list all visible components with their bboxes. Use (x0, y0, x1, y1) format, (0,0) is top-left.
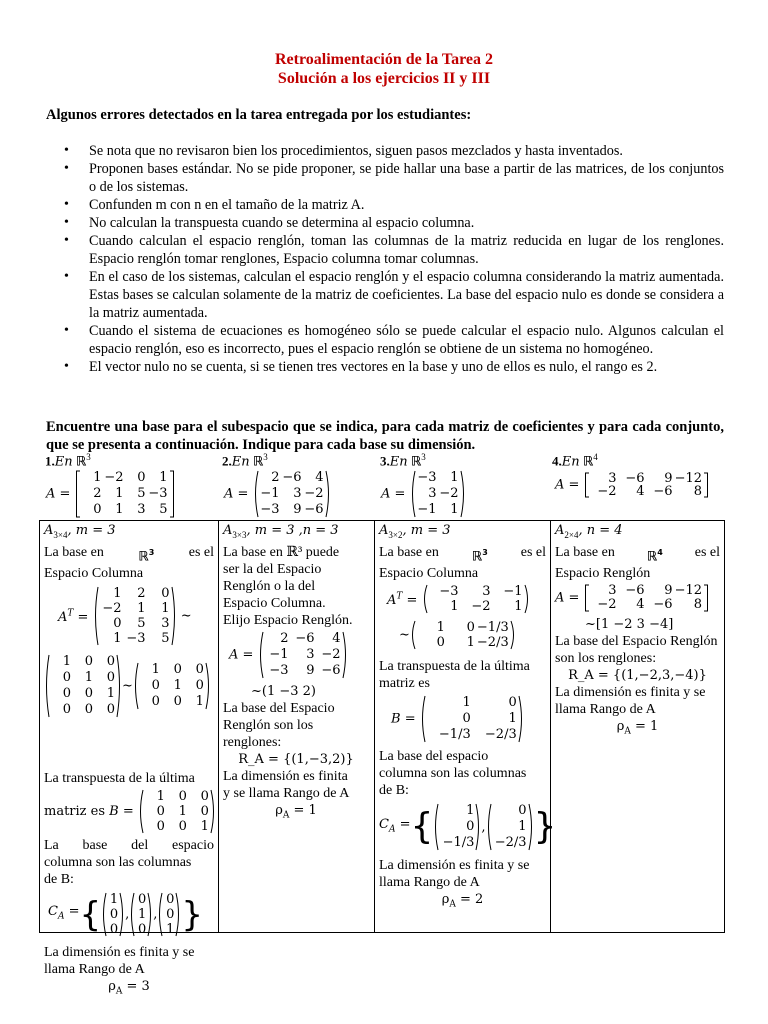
transpose-text: La transpuesta de la última (44, 771, 195, 787)
reduced-matrix (133, 662, 211, 710)
problem-1-header: 1.En ℝ$^3$ (45, 452, 91, 470)
text-line: La base del espacio (379, 749, 489, 765)
matrix-entry: 1 (200, 819, 209, 835)
solutions-table (39, 520, 725, 997)
matrix-entry: 0 (151, 678, 160, 694)
col4-matrix (555, 582, 720, 616)
matrix-entry: 0 (84, 654, 93, 670)
matrix-entry: −6 (625, 583, 645, 599)
solution-column-4 (555, 521, 720, 741)
matrix-entry: 1 (514, 599, 523, 615)
equiv-sign: ~ (399, 627, 410, 643)
problem-matrix-1 (75, 470, 175, 518)
matrix-entry: 4 (315, 470, 324, 485)
transpose-label: $A^T$ = (58, 608, 93, 626)
matrix-entry: 1 (466, 803, 475, 819)
transpose-label: $A^T$ = (387, 591, 422, 609)
matrix-entry: 1 (159, 470, 168, 485)
matrix-body (264, 631, 342, 679)
matrix-entry: 0 (62, 670, 71, 686)
base-intro-line2: Espacio Columna (379, 566, 479, 582)
matrix-body (81, 470, 169, 518)
dimension-text: La dimensión es finita (223, 768, 348, 784)
problem-matrix-3 (410, 470, 466, 518)
matrix-entry: 0 (173, 694, 182, 710)
matrix-entry: 5 (137, 486, 146, 501)
rank-name: llama Rango de A (44, 962, 145, 978)
matrix-entry: 1 (113, 586, 122, 602)
rank-value: $\rho_A = 2$ (441, 892, 484, 910)
col2-matrix (223, 629, 369, 683)
text-line: Espacio Columna. (223, 595, 326, 611)
comma: , (481, 819, 486, 835)
rank-value: $\rho_A = 3$ (108, 979, 150, 997)
matrix-entry: 8 (693, 597, 702, 613)
matrix-entry: −2 (597, 484, 617, 499)
matrix-entry: 0 (200, 804, 209, 820)
matrix-entry: 1 (462, 695, 471, 711)
matrix-entry: −1 (503, 584, 523, 600)
matrix-label: A = (555, 477, 584, 493)
matrix-body (492, 803, 528, 851)
matrix-entry: −3 (269, 662, 289, 678)
matrix-entry: 0 (106, 670, 115, 686)
matrix-entry: −2 (104, 470, 124, 485)
matrix-body (590, 472, 703, 498)
matrix-entry: 0 (84, 686, 93, 702)
bracket (460, 470, 466, 518)
error-item-1: • Se nota que no revisaron bien los procedimientos, siguen pasos mezclados y hasta inventados. (46, 142, 724, 160)
matrix-body (107, 892, 119, 937)
matrix-entry: 3 (137, 502, 146, 517)
problem-2-header: 2.En ℝ$^3$ (222, 452, 268, 470)
matrix-entry: 0 (166, 907, 175, 923)
matrix-entry: 0 (161, 586, 170, 602)
bracket (342, 631, 348, 679)
matrix-entry: −12 (674, 471, 702, 486)
matrix-entry: 0 (178, 819, 187, 835)
matrix-entry: 0 (156, 804, 165, 820)
matrix-entry: 2 (137, 586, 146, 602)
matrix-label: A = (229, 647, 258, 663)
matrix-entry: −6 (653, 597, 673, 613)
matrix-entry: 5 (159, 502, 168, 517)
matrix-entry: 1 (137, 907, 147, 923)
size-label: $A_{3\times 3}$, m = 3 ,n = 3 (223, 523, 339, 540)
text-line: Renglón o la del (223, 578, 316, 594)
error-item-7: • Cuando el sistema de ecuaciones es homogéneo sólo se puede calcular el espacio nulo. Algunos calculan el espacio renglón, eso es incorrecto, pues el espacio renglón se obtiene de un sistema no homogéneo. (46, 322, 724, 358)
matrix-entry: 0 (106, 702, 115, 718)
basis-set (79, 892, 203, 937)
matrix-entry: −1 (269, 646, 289, 662)
matrix-entry: −2 (321, 646, 341, 662)
transpose-matrix (93, 586, 177, 646)
rank-value: $\rho_A = 1$ (616, 719, 659, 737)
matrix-entry: 1 (178, 804, 187, 820)
matrix-entry: 0 (106, 654, 115, 670)
matrix-entry: 4 (332, 630, 341, 646)
basis-vector (433, 803, 481, 851)
base-intro: La base en ℝ$^3$ es el (379, 544, 546, 565)
bracket (518, 695, 524, 743)
problem-4-matrix (555, 472, 709, 498)
matrix-entry: 3 (428, 486, 437, 501)
text-line: de B: (379, 783, 409, 799)
matrix-entry: 3 (608, 583, 617, 599)
matrix-entry: 1 (62, 654, 71, 670)
text-line: Renglón son los (223, 717, 314, 733)
B-matrix (420, 695, 524, 743)
column-divider (374, 521, 375, 932)
comma: , (153, 907, 158, 923)
solution-column-2 (223, 521, 369, 824)
matrix-entry: 1 (195, 694, 204, 710)
brace: } (181, 894, 204, 935)
matrix-entry: −6 (304, 502, 324, 517)
rank-name: llama Rango de A (555, 702, 656, 718)
A-matrix (584, 584, 709, 612)
matrix-entry: 1 (115, 502, 124, 517)
error-item-6: • En el caso de los sistemas, calculan el espacio renglón y el espacio columna considerando la matriz aumentada. Estas bases se calculan solamente de la matriz de coeficientes. La base del espacio nulo es donde se considera a la matriz aumentada. (46, 268, 724, 322)
matrix-entry: 1 (466, 635, 475, 651)
transpose-text: La transpuesta de la última (379, 659, 530, 675)
problem-matrix-4 (584, 472, 709, 498)
matrix-body (163, 892, 175, 937)
brace: { (79, 894, 102, 935)
comma: , (125, 907, 130, 923)
matrix-entry: 0 (195, 678, 204, 694)
row-basis: R_A = {(1,−3,2)} (238, 751, 354, 767)
matrix-entry: 2 (93, 486, 102, 501)
matrix-entry: 0 (195, 662, 204, 678)
base-intro-line2: Espacio Renglón (555, 566, 651, 582)
matrix-entry: 1 (151, 662, 160, 678)
matrix-body (139, 662, 205, 710)
text-line: renglones: (223, 734, 282, 750)
matrix-entry: 1 (508, 711, 517, 727)
matrix-entry: 3 (161, 616, 170, 632)
bracket (703, 472, 709, 498)
matrix-entry: 3 (293, 486, 302, 501)
matrix-body (99, 586, 171, 646)
matrix-entry: 0 (178, 789, 187, 805)
error-item-4: • No calculan la transpuesta cuando se determina al espacio columna. (46, 214, 724, 232)
bracket (524, 584, 530, 614)
matrix-body (428, 584, 524, 614)
matrix-entry: −2 (597, 597, 617, 613)
matrix-entry: −3 (148, 486, 168, 501)
matrix-entry: 9 (664, 471, 673, 486)
matrix-entry: 9 (293, 502, 302, 517)
matrix-entry: 2 (280, 630, 289, 646)
matrix-entry: 1 (106, 686, 115, 702)
text-line: La base del Espacio Renglón (555, 634, 718, 650)
bracket (703, 584, 709, 612)
bracket (510, 620, 516, 650)
matrix-entry: 9 (664, 583, 673, 599)
matrix-entry: 0 (151, 694, 160, 710)
matrix-entry: 0 (137, 922, 147, 938)
problem-2-matrix (224, 470, 331, 518)
matrix-entry: −1 (260, 486, 280, 501)
matrix-entry: 1 (161, 601, 170, 617)
matrix-body (426, 695, 518, 743)
matrix-entry: −3 (126, 631, 146, 647)
matrix-label: A = (381, 486, 410, 502)
reduced-matrix (44, 654, 122, 718)
matrix-entry: 1 (156, 789, 165, 805)
size-label: $A_{3\times 4}$, m = 3 (44, 523, 116, 540)
matrix-entry: 1 (84, 670, 93, 686)
matrix-entry: 0 (508, 695, 517, 711)
matrix-entry: 1 (137, 601, 146, 617)
text-line: columna son las columnas (379, 766, 527, 782)
matrix-body (416, 470, 460, 518)
matrix-entry: 0 (166, 892, 175, 908)
matrix-entry: −6 (282, 470, 302, 485)
matrix-entry: 0 (200, 789, 209, 805)
text-line: son los renglones: (555, 651, 657, 667)
basis-vector (486, 803, 534, 851)
col3-B (379, 692, 546, 748)
matrix-entry: 1 (166, 922, 175, 938)
dimension-text: La dimensión es finita y se (379, 858, 530, 874)
transpose-text: matriz es (379, 676, 430, 692)
matrix-entry: 0 (518, 803, 527, 819)
matrix-entry: 1 (518, 819, 527, 835)
errors-heading: Algunos errores detectados en la tarea entregada por los estudiantes: (46, 107, 472, 123)
matrix-entry: 0 (62, 702, 71, 718)
matrix-body (144, 789, 210, 834)
A-matrix (258, 631, 348, 679)
matrix-entry: −3 (260, 502, 280, 517)
base-intro-line2: Espacio Columna (44, 566, 144, 582)
reduced-matrix (410, 620, 516, 650)
matrix-entry: 1 (109, 892, 119, 908)
bracket (325, 470, 331, 518)
text-line: La base en ℝ³ puede (223, 544, 340, 560)
matrix-entry: −1 (417, 502, 437, 517)
matrix-entry: −2 (102, 601, 122, 617)
equiv-sign: ~ (122, 678, 133, 694)
base-intro: La base en ℝ$^3$ es el (44, 544, 214, 565)
matrix-entry: 0 (113, 616, 122, 632)
matrix-body (590, 584, 703, 612)
brace: } (533, 806, 557, 848)
basis-vector (129, 892, 153, 937)
B-label: B = (391, 711, 420, 727)
base-text-1: La base del espacio (44, 838, 214, 854)
size-label: $A_{3\times 2}$, m = 3 (379, 523, 451, 540)
matrix-entry: 0 (156, 819, 165, 835)
solution-column-3 (379, 521, 557, 914)
matrix-entry: −2/3 (476, 635, 509, 651)
basis-vector (101, 892, 125, 937)
base-text-3: de B: (44, 872, 74, 888)
matrix-entry: −3 (417, 470, 437, 485)
matrix-entry: 0 (462, 711, 471, 727)
error-item-3: • Confunden m con n en el tamaño de la matriz A. (46, 196, 724, 214)
matrix-entry: −6 (321, 662, 341, 678)
matrix-entry: −2 (304, 486, 324, 501)
problem-3-header: 3.En ℝ$^3$ (380, 452, 426, 470)
matrix-entry: 3 (482, 584, 491, 600)
matrix-entry: −3 (439, 584, 459, 600)
matrix-body (135, 892, 147, 937)
matrix-entry: 0 (109, 922, 119, 938)
reduced-row: ~[1 −2 3 −4] (585, 617, 674, 633)
basis-set (410, 803, 556, 851)
col3-CA (379, 799, 557, 857)
matrix-entry: −12 (674, 583, 702, 599)
col3-matrices (379, 582, 546, 658)
error-item-8: • El vector nulo no se cuenta, si se tienen tres vectores en la base y uno de ellos es nulo, el rango es 2. (46, 358, 724, 376)
matrix-entry: −2 (471, 599, 491, 615)
matrix-entry: 0 (173, 662, 182, 678)
matrix-entry: −1/3 (476, 620, 509, 636)
page-title: Retroalimentación de la Tarea 2 (274, 51, 494, 68)
matrix-entry: 9 (306, 662, 315, 678)
rank-name: llama Rango de A (379, 875, 480, 891)
B-matrix (138, 789, 216, 834)
matrix-entry: −6 (295, 630, 315, 646)
matrix-label: A = (555, 590, 584, 606)
text-line: Elijo Espacio Renglón. (223, 612, 353, 628)
col1-CA (44, 888, 214, 944)
matrix-entry: 4 (636, 597, 645, 613)
error-item-5: • Cuando calculan el espacio renglón, toman las columnas de la matriz reducida en lugar de los renglones. Espacio renglón tomar renglones, Espacio columna tomar columnas. (46, 232, 724, 268)
problem-1-matrix (46, 470, 175, 518)
matrix-entry: 0 (84, 702, 93, 718)
rank-value: $\rho_A = 1$ (275, 802, 317, 821)
matrix-entry: −1/3 (442, 835, 475, 851)
reduced-row: ~(1 −3 2) (251, 683, 317, 699)
B-label: matriz es B = (44, 804, 138, 820)
transpose-matrix (422, 584, 530, 614)
matrix-entry: 1 (450, 502, 459, 517)
matrix-body (439, 803, 475, 851)
matrix-entry: −2/3 (484, 727, 517, 743)
matrix-entry: 1 (450, 470, 459, 485)
dimension-text: La dimensión es finita y se (44, 945, 195, 961)
matrix-entry: 1 (436, 620, 445, 636)
basis-vector (157, 892, 181, 937)
dimension-text: La dimensión es finita y se (555, 685, 706, 701)
bracket (169, 470, 175, 518)
matrix-entry: −1/3 (438, 727, 471, 743)
exercise-prompt: Encuentre una base para el subespacio que se indica, para cada matriz de coeficientes y para cada conjunto, que se presenta a continuación. Indique para cada base su dimensión. (46, 419, 724, 453)
text-line: ser la del Espacio (223, 561, 322, 577)
problem-matrix-2 (253, 470, 331, 518)
errors-list (46, 142, 724, 376)
matrix-entry: −2 (439, 486, 459, 501)
size-label: $A_{2\times 4}$, n = 4 (555, 523, 623, 540)
solution-column-1 (44, 521, 214, 1001)
matrix-entry: 1 (173, 678, 182, 694)
text-line: La base del Espacio (223, 700, 335, 716)
problem-3-matrix (381, 470, 466, 518)
col1-B (44, 787, 214, 837)
error-item-2: • Proponen bases estándar. No se pide proponer, se pide hallar una base a partir de las matrices, de los conjuntos o de los sistemas. (46, 160, 724, 196)
matrix-entry: 4 (636, 484, 645, 499)
matrix-entry: 0 (137, 470, 146, 485)
matrix-entry: 0 (436, 635, 445, 651)
base-text-2: columna son las columnas (44, 855, 192, 871)
matrix-entry: 2 (271, 470, 280, 485)
matrix-body (50, 654, 116, 718)
matrix-entry: 0 (466, 819, 475, 835)
page-subtitle: Solución a los ejercicios II y III (277, 70, 491, 87)
matrix-entry: 3 (608, 471, 617, 486)
equiv-sign: ~ (176, 608, 192, 624)
brace: { (410, 806, 434, 848)
matrix-entry: 8 (693, 484, 702, 499)
col1-matrices (44, 582, 214, 770)
CA-label: $C_A$ = (48, 904, 80, 922)
matrix-body (259, 470, 325, 518)
matrix-label: A = (46, 486, 75, 502)
matrix-entry: −2/3 (494, 835, 527, 851)
problem-4-header: 4.En ℝ$^4$ (552, 452, 598, 470)
column-divider (218, 521, 219, 932)
matrix-entry: 0 (62, 686, 71, 702)
matrix-entry: 5 (161, 631, 170, 647)
matrix-entry: 0 (137, 892, 147, 908)
CA-label: $C_A$ = (379, 816, 411, 835)
matrix-entry: 0 (93, 502, 102, 517)
matrix-entry: 3 (306, 646, 315, 662)
base-intro: La base en ℝ$^4$ es el (555, 544, 720, 565)
matrix-body (416, 620, 510, 650)
column-divider (550, 521, 551, 932)
bracket (205, 662, 211, 710)
bracket (210, 789, 216, 834)
matrix-entry: 1 (93, 470, 102, 485)
matrix-entry: 0 (109, 907, 119, 923)
matrix-entry: −6 (625, 471, 645, 486)
rank-name: y se llama Rango de A (223, 785, 350, 801)
matrix-entry: 0 (466, 620, 475, 636)
matrix-entry: 1 (115, 486, 124, 501)
matrix-entry: 1 (450, 599, 459, 615)
matrix-entry: 1 (113, 631, 122, 647)
row-basis: R_A = {(1,−2,3,−4)} (568, 668, 707, 684)
matrix-entry: −6 (653, 484, 673, 499)
matrix-entry: 5 (137, 616, 146, 632)
matrix-label: A = (224, 486, 253, 502)
